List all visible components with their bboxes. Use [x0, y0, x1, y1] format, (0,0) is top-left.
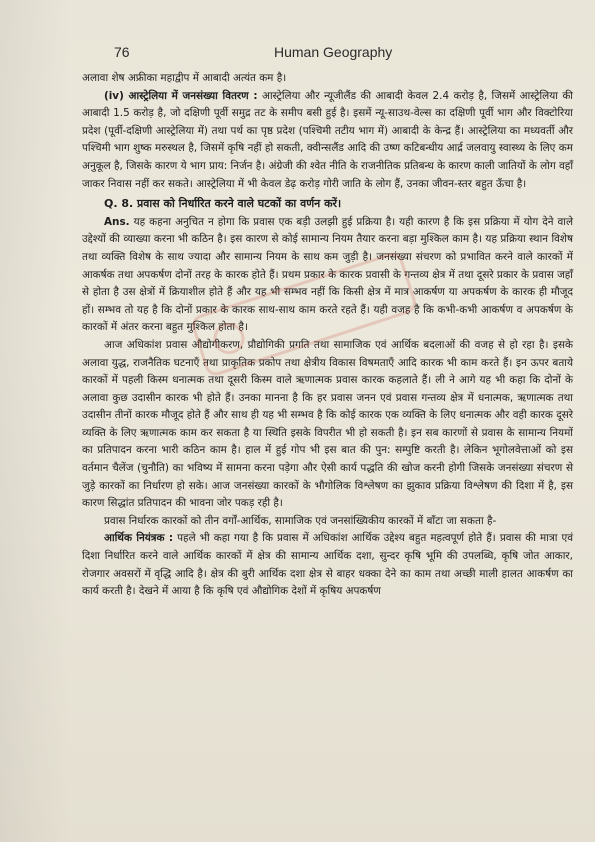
paragraph-determinants-intro: प्रवास निर्धारक कारकों को तीन वर्गों-आर्थिक, सामाजिक एवं जनसांख्यिकीय कारकों में बाँटा जा सकता है- — [104, 514, 497, 527]
paragraph-migration-causes: आज अधिकांश प्रवास औद्योगीकरण, प्रौद्योगिकी प्रगति तथा सामाजिक एवं आर्थिक बदलाओं की वजह से हो रहा है। इसके अलावा युद्ध, राजनैतिक घटनाएँ तथा प्राकृतिक प्रकोप तथा क्षेत्रीय विकास विषमताएँ आदि कारक भी काम करते हैं। इन ऊपर बताये कारकों में पहली किस्म धनात्मक तथा दूसरी किस्म वाले ऋणात्मक प्रवास कारक कहलाते हैं। ली ने आगे यह भी कहा कि दोनों के अलावा कुछ उदासीन कारक भी होते हैं। उनका मानना है कि हर प्रवास जनन एवं प्रवास गन्तव्य क्षेत्र में धनात्मक, ऋणात्मक तथा उदासीन तीनों कारक मौजूद होते हैं और साथ ही यह भी सम्भव है कि कोई कारक एक व्यक्ति के लिए धनात्मक और वही कारक दूसरे व्यक्ति के लिए ऋणात्मक काम कर सकता है या स्थिति इसके विपरीत भी हो सकती है। इन सब कारणों से प्रवास के सामान्य नियमों का प्रतिपादन करना भारी कठिन काम है। हाल में हुई गोप भी इस बात की पुन: सम्पुष्टि करती है। लेकिन भूगोलवेत्ताओं को इस वर्तमान चैलेंज (चुनौति) का भविष्य में सामना करना पड़ेगा और ऐसी कार्य पद्धति की खोज करनी होगी जिसके जनसंख्या संचरण से जुड़े कारकों का निर्धारण हो सके। आज जनसंख्या कारकों के भौगोलिक विश्लेषण का झुकाव प्रक्रिया विश्लेषण की दिशा में है, इस कारण सिद्धांत प्रतिपादन की भावना जोर पकड़ रही है। — [82, 338, 573, 510]
paragraph-africa-end: अलावा शेष अफ्रीका महाद्वीप में आबादी अत्यंत कम है। — [82, 72, 287, 84]
australia-subheading: (iv) आस्ट्रेलिया में जनसंख्या वितरण : — [104, 89, 258, 102]
paragraph-australia — [82, 88, 573, 194]
australia-text: आस्ट्रेलिया और न्यूजीलैंड की आबादी केवल 2.4 करोड़ है, जिसमें आस्ट्रेलिया की आबादी 1.5 करोड़ है, जो दक्षिणी पूर्वी समुद्र तट के समीप बसी हुई है। इसमें न्यू-साउथ-वेल्स का दक्षिणी पूर्वी भाग और विक्टोरिया प्रदेश (पूर्वी-दक्षिणी आस्ट्रेलिया में) तथा पर्थ का पृष्ठ प्रदेश (पश्चिमी तटीय भाग में) आबादी के केन्द्र हैं। आस्ट्रेलिया का मध्यवर्ती और पश्चिमी भाग शुष्क मरुस्थल है, जिसमें कृषि नहीं हो सकती, क्वीन्सलैंड आदि की उष्ण कटिबन्धीय आर्द्र जलवायु स्वास्थ्य के लिए कम अनुकूल है, जिसके कारण ये भाग प्राय: निर्जन है। अंग्रेजी की श्वेत नीति के राजनीतिक प्रतिबन्ध के कारण काली जातियों के लोग वहाँ जाकर निवास नहीं कर सकते। आस्ट्रेलिया में भी केवल डेढ़ करोड़ गोरी जाति के लोग हैं, उनका जीवन-स्तर बहुत ऊँचा है। — [82, 89, 574, 190]
economic-subheading: आर्थिक नियंत्रक : — [104, 532, 174, 545]
answer-paragraph — [82, 214, 573, 337]
binding-shadow — [0, 0, 70, 842]
economic-text: पहले भी कहा गया है कि प्रवास में अधिकांश आर्थिक उद्देश्य बहुत महत्वपूर्ण होते हैं। प्रवास की मात्रा एवं दिशा निर्धारित करने वाले आर्थिक कारकों में क्षेत्र की सामान्य आर्थिक दशा, सुन्दर कृषि भूमि की उपलब्धि, कृषि जोत आकार, रोजगार अवसरों में वृद्धि आदि है। क्षेत्र की बुरी आर्थिक दशा क्षेत्र से बाहर धक्का देने का काम तथा अच्छी माली हालत आकर्षण का कार्य करती है। देखने में आया है कि कृषि एवं औद्योगिक देशों में कृषिय अपकर्षण — [82, 532, 573, 598]
body-text — [82, 70, 573, 601]
running-head — [114, 44, 555, 64]
question-heading: Q. 8. प्रवास को निर्धारित करने वाले घटकों का वर्णन करें। — [104, 197, 342, 211]
page-number: 76 — [114, 44, 130, 60]
book-title: Human Geography — [274, 44, 393, 60]
paragraph-economic-controls — [82, 530, 573, 600]
answer-text: यह कहना अनुचित न होगा कि प्रवास एक बड़ी उलझी हुई प्रक्रिया है। यही कारण है कि इस प्रक्रिया में योग देने वाले उद्देश्यों की व्याख्या करना भी कठिन है। इस कारण से कोई सामान्य नियम तैयार करना बड़ा मुश्किल काम है। यह प्रक्रिया स्थान विशेष तथा व्यक्ति विशेष के साथ ज्यादा और सामान्य नियम के साथ कम जुड़ी है। जनसंख्या संचरण को प्रभावित करने वाले कारकों में आकर्षक तथा अपकर्षण दोनों तरह के कारक होते हैं। प्रथम प्रकार के कारक प्रवासी के गन्तव्य क्षेत्र में तथा दूसरे प्रकार के प्रवास जहाँ से होता है उस क्षेत्रों में क्रियाशील होते हैं और यह भी सम्भव नहीं कि किसी क्षेत्र में मात्र आकर्षण या अपकर्षण के कारक ही मौजूद हों। सम्भव तो यह है कि दोनों प्रकार के कारक साथ-साथ काम करते रहते हैं। यही वजह है कि कभी-कभी आकर्षण व अपकर्षण के कारकों में अंतर करना बहुत मुश्किल होता है। — [82, 215, 573, 334]
answer-label: Ans. — [104, 215, 130, 228]
